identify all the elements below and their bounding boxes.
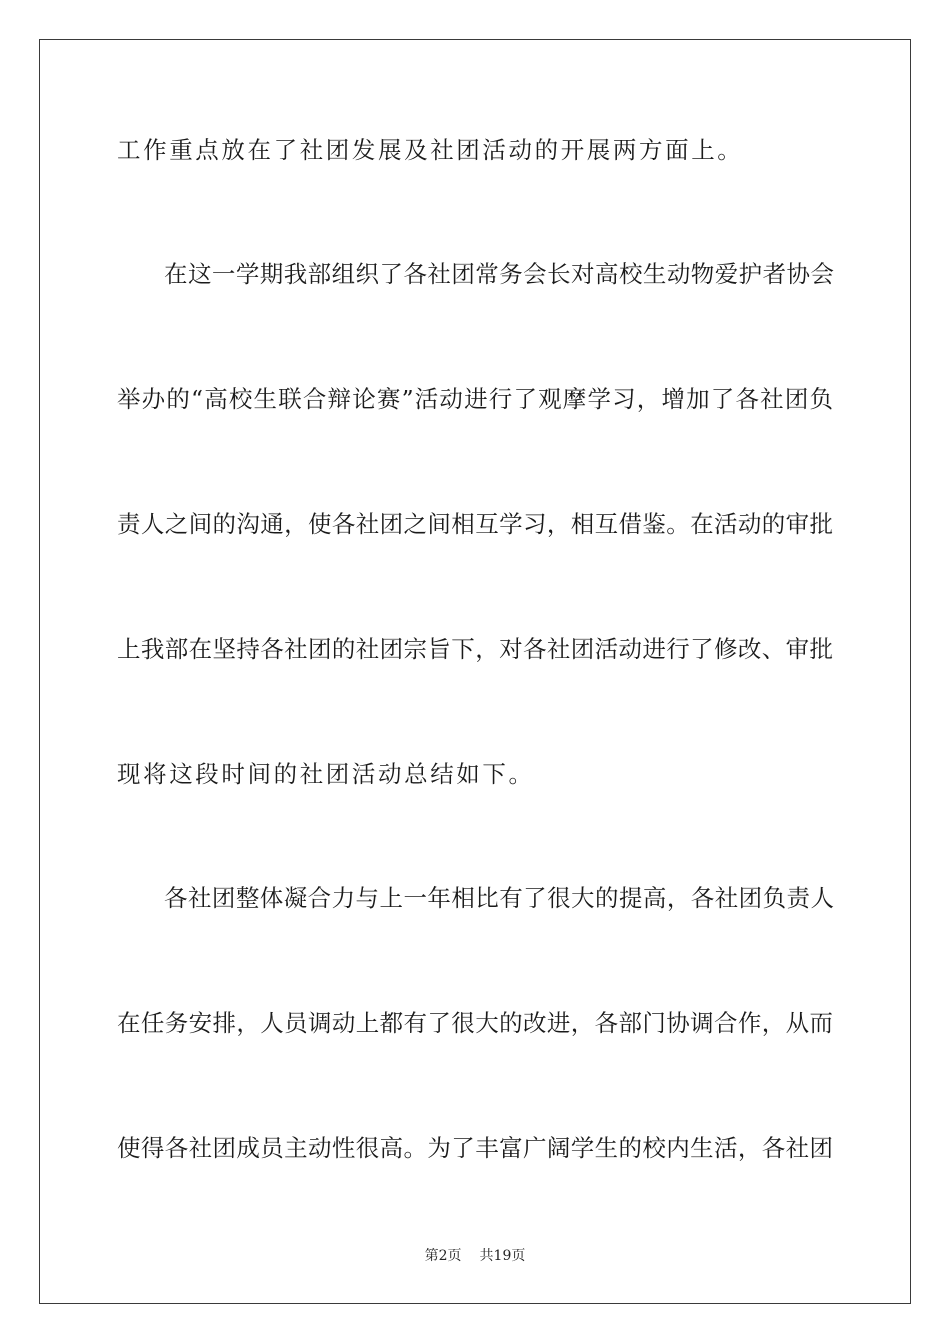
- text-line: 举办的“高校生联合辩论赛”活动进行了观摩学习，增加了各社团负: [117, 385, 833, 413]
- text-line: 各社团整体凝合力与上一年相比有了很大的提高，各社团负责人: [164, 884, 834, 912]
- text-line: 工作重点放在了社团发展及社团活动的开展两方面上。: [117, 136, 744, 164]
- text-line: 现将这段时间的社团活动总结如下。: [117, 760, 535, 788]
- text-line: 上我部在坚持各社团的社团宗旨下，对各社团活动进行了修改、审批: [117, 635, 833, 663]
- text-line: 使得各社团成员主动性很高。为了丰富广阔学生的校内生活，各社团: [117, 1134, 833, 1162]
- page-total: 共19页: [479, 1248, 526, 1264]
- page-footer: [0, 1246, 950, 1266]
- page-border: [39, 39, 911, 1304]
- page-number: 第2页: [424, 1248, 462, 1264]
- text-line: 在任务安排，人员调动上都有了很大的改进，各部门协调合作，从而: [117, 1009, 833, 1037]
- text-line: 责人之间的沟通，使各社团之间相互学习，相互借鉴。在活动的审批: [117, 510, 833, 538]
- text-line: 在这一学期我部组织了各社团常务会长对高校生动物爱护者协会: [164, 260, 834, 288]
